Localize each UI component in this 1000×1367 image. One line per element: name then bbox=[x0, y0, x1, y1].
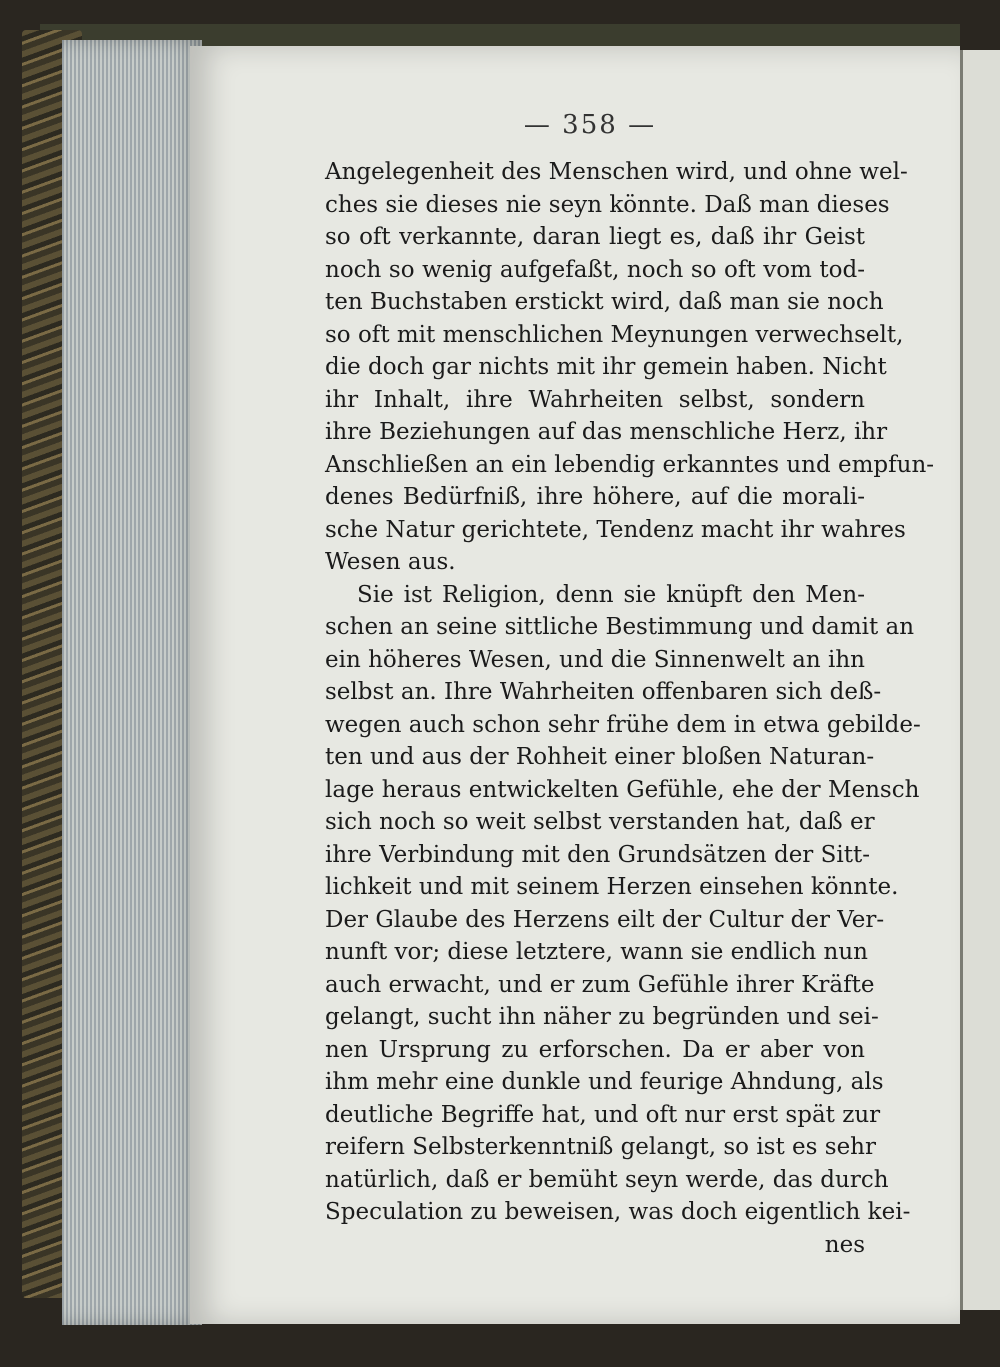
text-line: natürlich, daß er bemüht seyn werde, das durch bbox=[325, 1166, 889, 1193]
text-line: Der Glaube des Herzens eilt der Cultur der Ver- bbox=[325, 906, 885, 933]
text-line: ihre Verbindung mit den Grundsätzen der Sitt- bbox=[325, 841, 870, 868]
book-page bbox=[190, 46, 960, 1324]
text-line: Speculation zu beweisen, was doch eigentlich kei- bbox=[325, 1199, 911, 1225]
page-text bbox=[325, 156, 935, 1261]
text-line: nen Ursprung zu erforschen. Da er aber von bbox=[325, 1036, 865, 1063]
text-line: denes Bedürfniß, ihre höhere, auf die morali- bbox=[325, 484, 865, 510]
text-line: so oft verkannte, daran liegt es, daß ihr Geist bbox=[325, 224, 865, 250]
text-line: lichkeit und mit seinem Herzen einsehen könnte. bbox=[325, 874, 899, 900]
text-line: Angelegenheit des Menschen wird, und ohne wel- bbox=[325, 159, 908, 185]
text-line: noch so wenig aufgefaßt, noch so oft vom tod- bbox=[325, 256, 865, 283]
text-line: schen an seine sittliche Bestimmung und damit an bbox=[325, 614, 915, 640]
catchword: nes bbox=[824, 1231, 865, 1258]
text-line: lage heraus entwickelten Gefühle, ehe der Mensch bbox=[325, 776, 920, 803]
text-line: ihr Inhalt, ihre Wahrheiten selbst, sondern bbox=[325, 386, 865, 413]
facing-page-edge bbox=[960, 50, 1000, 1310]
text-line: sche Natur gerichtete, Tendenz macht ihr wahres bbox=[325, 516, 906, 543]
text-line: reifern Selbsterkenntniß gelangt, so ist es sehr bbox=[325, 1134, 876, 1160]
text-line: die doch gar nichts mit ihr gemein haben. Nicht bbox=[325, 354, 887, 380]
text-line: deutliche Begriffe hat, und oft nur erst spät zur bbox=[325, 1101, 881, 1128]
page-edges bbox=[62, 40, 202, 1325]
text-line: ten Buchstaben erstickt wird, daß man sie noch bbox=[325, 289, 884, 315]
text-line: auch erwacht, und er zum Gefühle ihrer Kräfte bbox=[325, 971, 875, 998]
text-line: Sie ist Religion, denn sie knüpft den Men- bbox=[357, 581, 865, 608]
text-line: Wesen aus. bbox=[325, 549, 456, 575]
text-line: ein höheres Wesen, und die Sinnenwelt an ihn bbox=[325, 646, 865, 673]
text-line: ches sie dieses nie seyn könnte. Daß man dieses bbox=[325, 191, 890, 218]
text-line: ihm mehr eine dunkle und feurige Ahndung, als bbox=[325, 1069, 884, 1095]
page-number: — 358 — bbox=[523, 110, 657, 140]
text-line: so oft mit menschlichen Meynungen verwechselt, bbox=[325, 321, 904, 348]
text-line: ihre Beziehungen auf das menschliche Herz, ihr bbox=[325, 419, 888, 445]
text-line: Anschließen an ein lebendig erkanntes und empfun- bbox=[325, 451, 935, 478]
text-line: ten und aus der Rohheit einer bloßen Naturan- bbox=[325, 744, 875, 770]
text-line: selbst an. Ihre Wahrheiten offenbaren sich deß- bbox=[325, 679, 882, 705]
text-line: wegen auch schon sehr frühe dem in etwa gebilde- bbox=[325, 711, 921, 738]
text-line: sich noch so weit selbst verstanden hat, daß er bbox=[325, 809, 875, 835]
text-line: nunft vor; diese letztere, wann sie endlich nun bbox=[325, 939, 868, 965]
text-line: gelangt, sucht ihn näher zu begründen und sei- bbox=[325, 1004, 879, 1030]
